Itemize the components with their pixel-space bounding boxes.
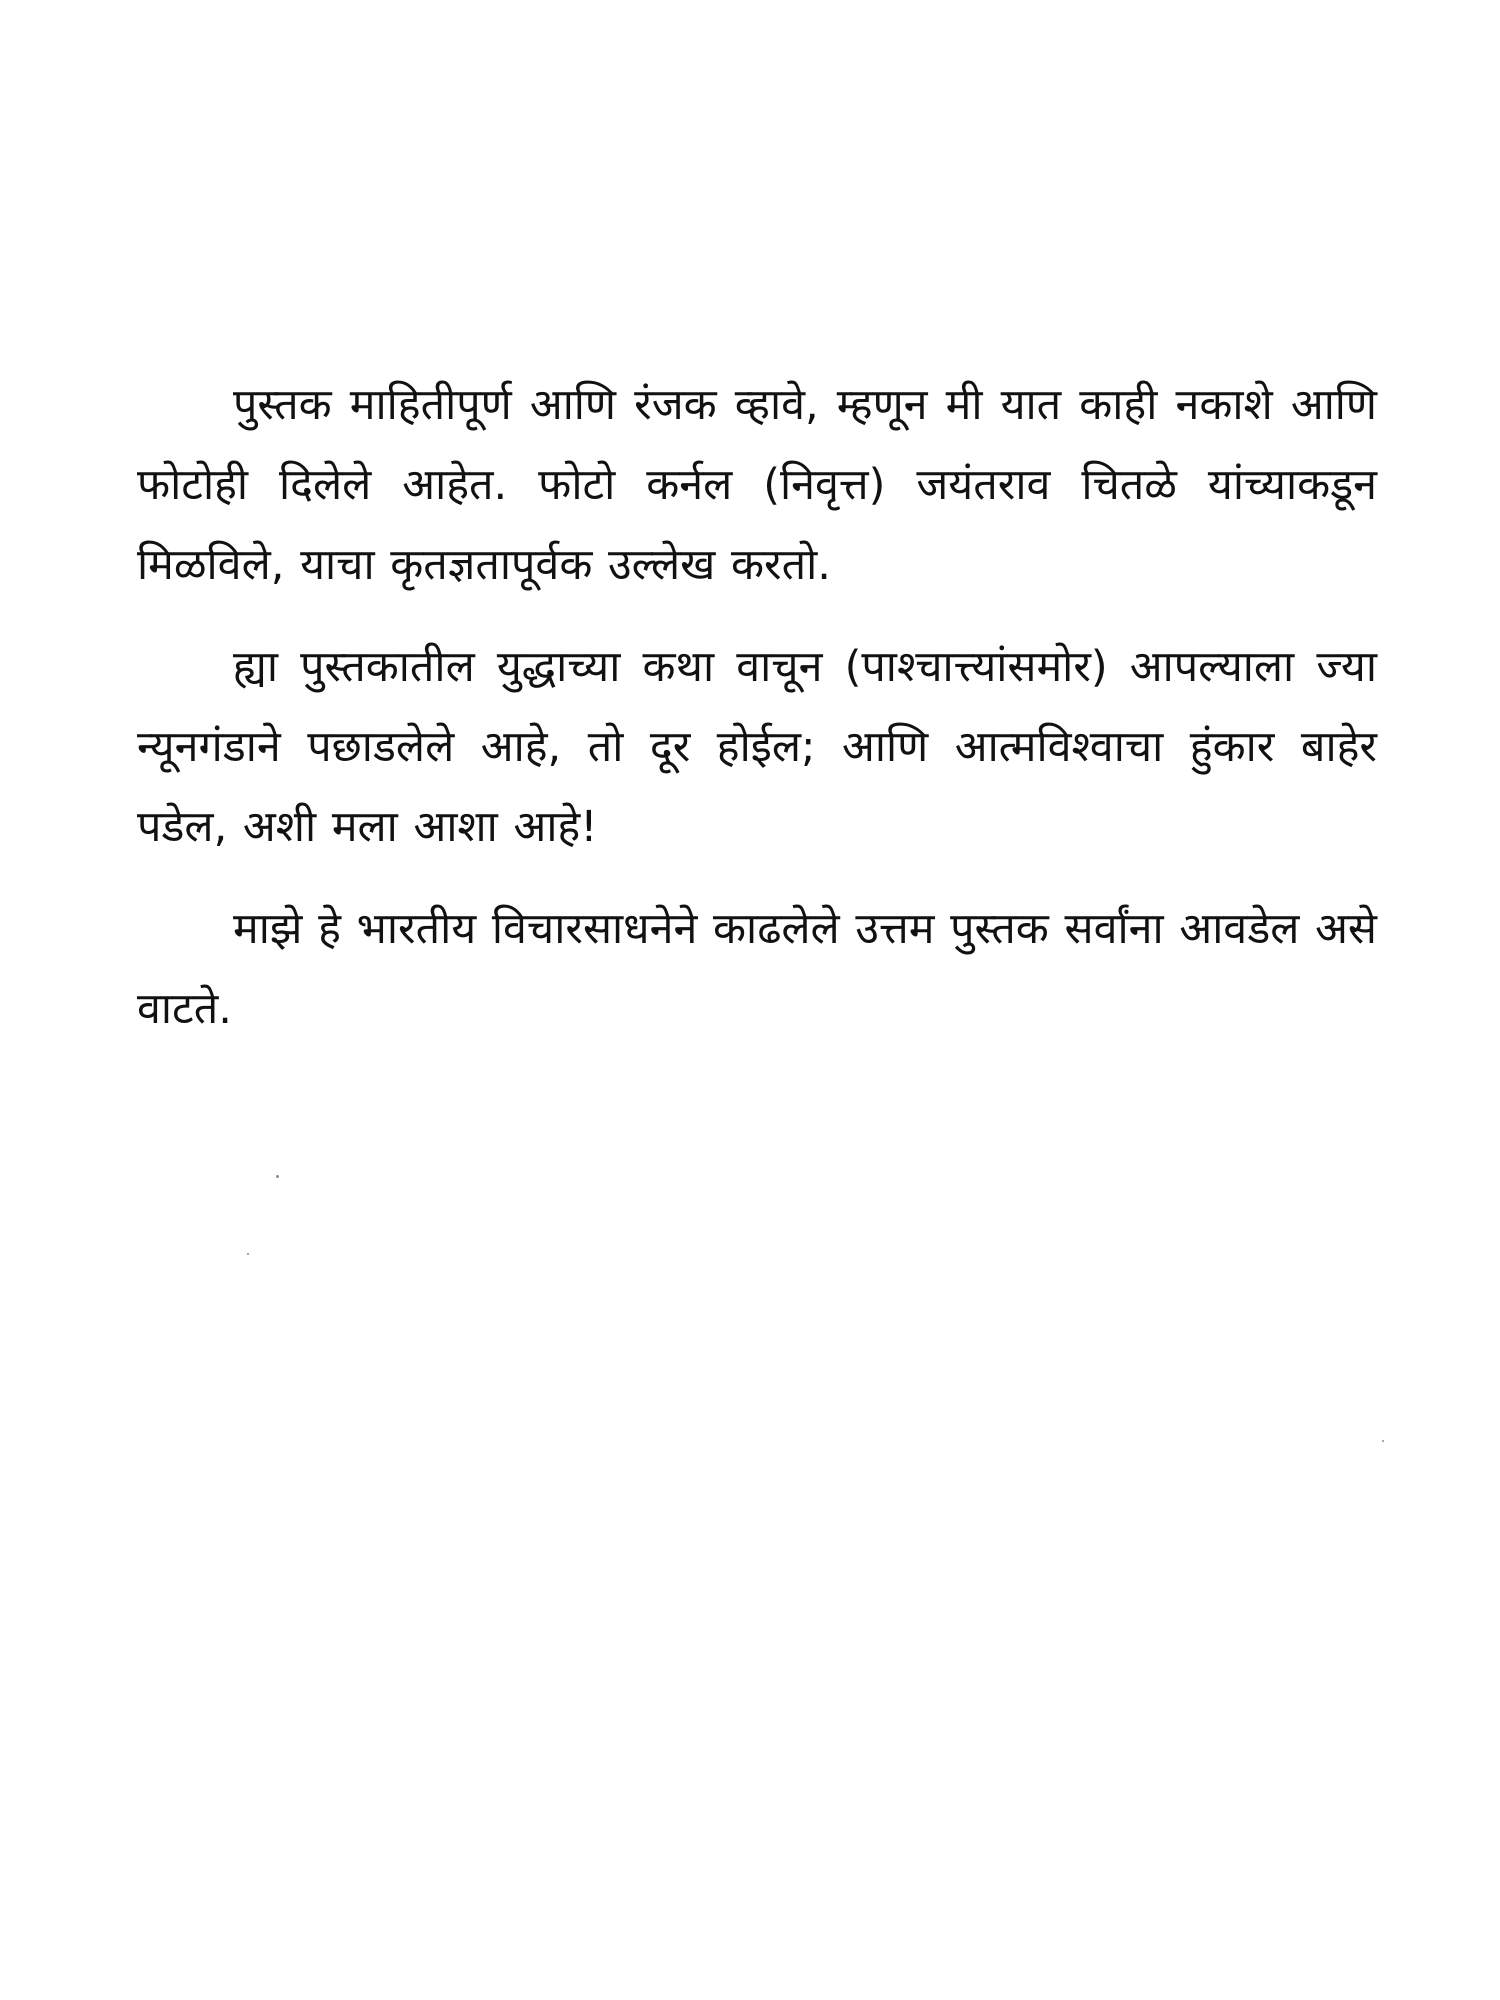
paragraph-war-stories: ह्या पुस्तकातील युद्धाच्या कथा वाचून (पाश्चात्त्यांसमोर) आपल्याला ज्या न्यूनगंडाने पछाडलेले आहे, तो दूर होईल; आणि आत्मविश्वाचा हुंकार बाहेर पडेल, अशी मला आशा आहे! [137, 642, 1377, 852]
body-text [137, 365, 1377, 1071]
scan-speck [1382, 1440, 1384, 1442]
scan-speck [276, 1175, 279, 1178]
paragraph-closing: माझे हे भारतीय विचारसाधनेने काढलेले उत्तम पुस्तक सर्वांना आवडेल असे वाटते. [137, 904, 1377, 1034]
paragraph-maps-photos: पुस्तक माहितीपूर्ण आणि रंजक व्हावे, म्हणून मी यात काही नकाशे आणि फोटोही दिलेले आहेत. फोटो कर्नल (निवृत्त) जयंतराव चितळे यांच्याकडून मिळविले, याचा कृतज्ञतापूर्वक उल्लेख करतो. [137, 380, 1377, 590]
scan-speck [247, 1253, 249, 1255]
